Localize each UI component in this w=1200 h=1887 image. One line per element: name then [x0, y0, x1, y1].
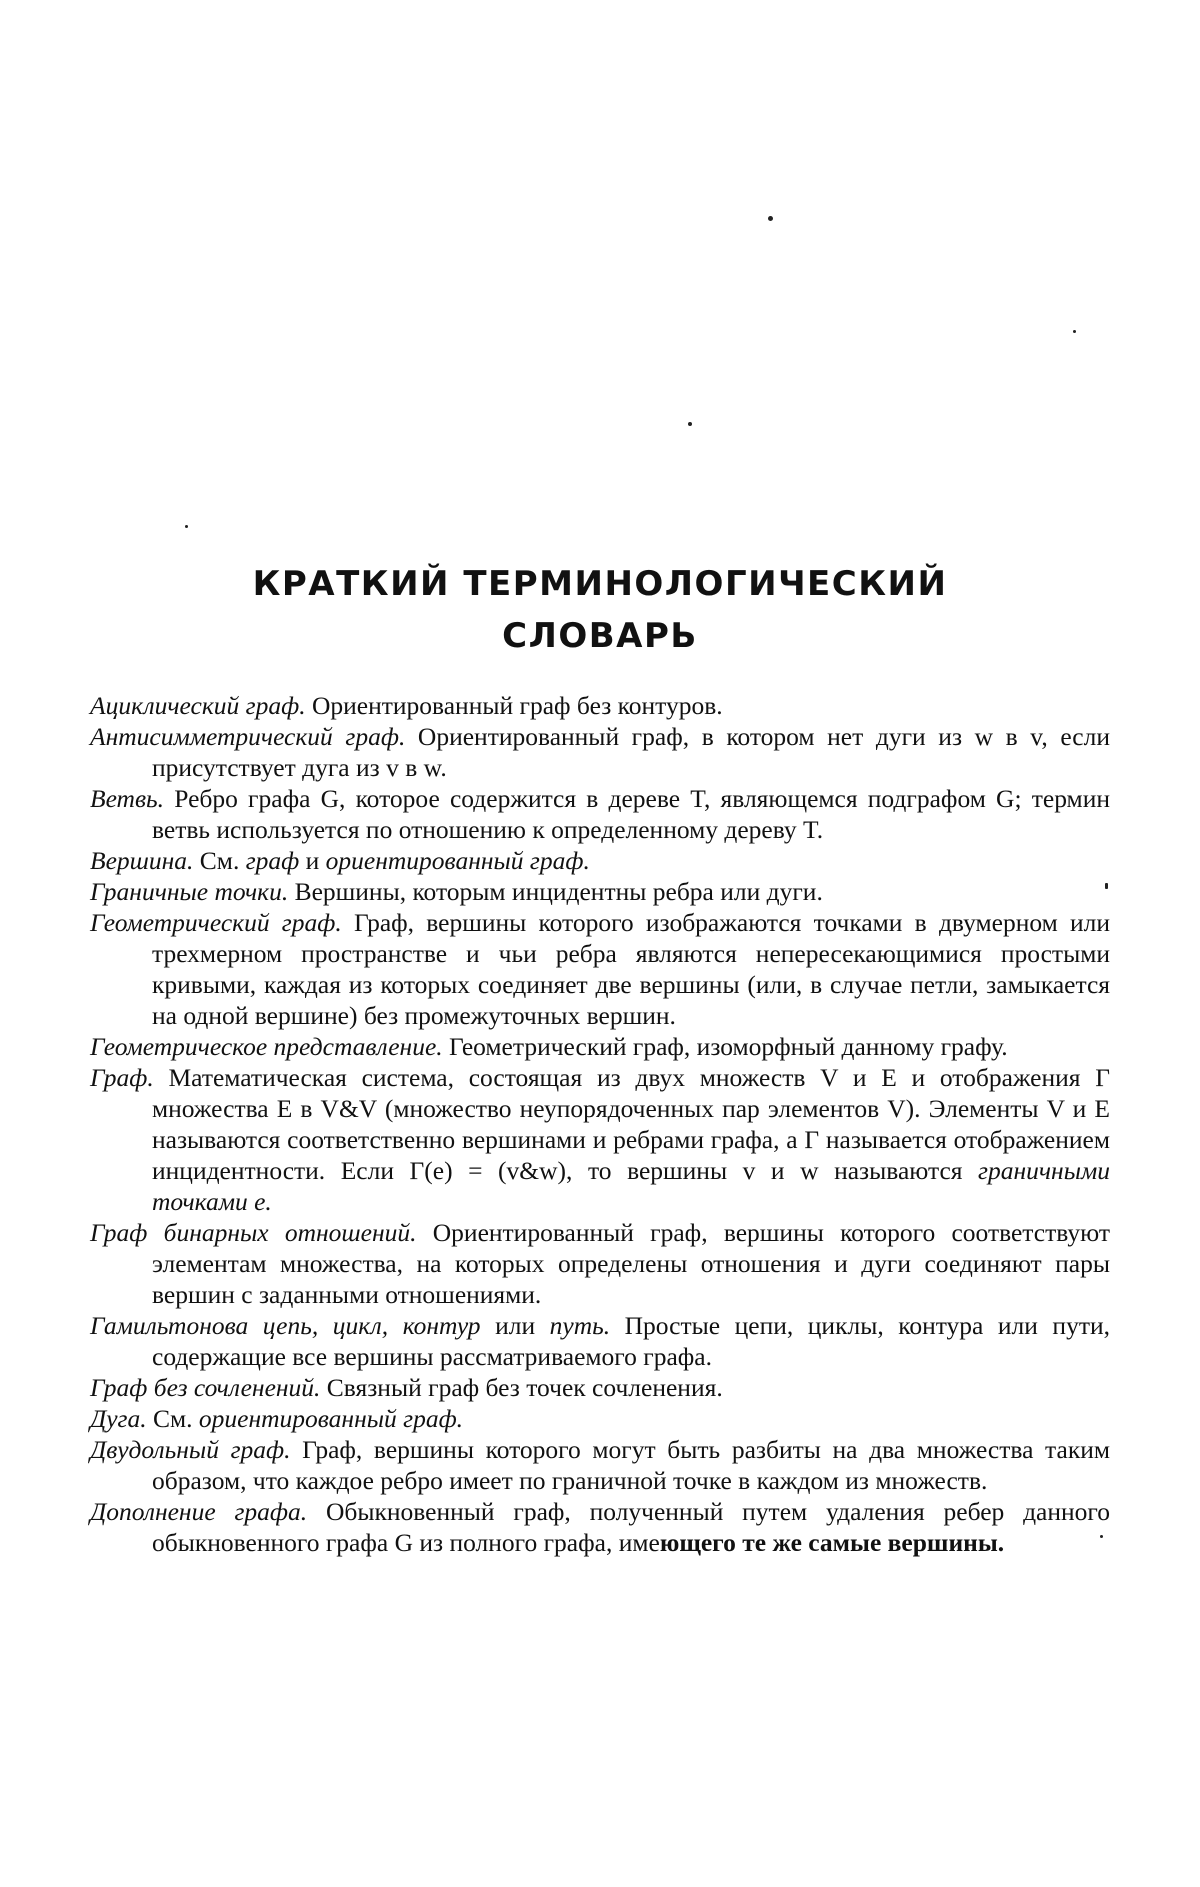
entry-definition: Связный граф без точек сочленения. [320, 1373, 723, 1402]
entry-definition-tail: ющего те же самые вершины. [659, 1528, 1005, 1557]
entry-term: Геометрический граф. [90, 908, 342, 937]
entry-term: Двудольный граф. [90, 1435, 291, 1464]
entry-definition: См. [193, 846, 246, 875]
scan-speck [768, 216, 773, 221]
entry-cross-reference: ориентированный граф. [325, 846, 590, 875]
entry-definition: Вершины, которым инцидентны ребра или дуги. [288, 877, 823, 906]
entry-cross-reference: граф [245, 846, 300, 875]
glossary-entry [90, 907, 1110, 1031]
scan-speck [1073, 330, 1076, 333]
entry-definition: См. [146, 1404, 199, 1433]
glossary-entry [90, 1062, 1110, 1217]
entry-term: Дуга. [90, 1404, 147, 1433]
entry-term: Ациклический граф. [90, 691, 306, 720]
entry-definition: Граф, вершины которого могут быть разбиты на два множества таким образом, что каждое ребро имеет по граничной точке в каждом из множеств. [152, 1435, 1110, 1495]
entry-term-variant: путь. [549, 1311, 611, 1340]
entry-definition: Ориентированный граф без контуров. [305, 691, 723, 720]
entry-definition: Обыкновенный граф, полученный путем удаления ребер данного обыкновенного графа G из полного графа, име [152, 1497, 1110, 1557]
glossary-entry [90, 690, 1110, 721]
entry-term: Граф без сочленений. [90, 1373, 321, 1402]
entry-term: Ветвь. [90, 784, 165, 813]
glossary-entry [90, 1372, 1110, 1403]
page-title [0, 558, 1200, 662]
entry-definition: Ребро графа G, которое содержится в дереве T, являющемся подграфом G; термин ветвь используется по отношению к определенному дереву T. [152, 784, 1110, 844]
glossary-entry [90, 783, 1110, 845]
entry-definition: Математическая система, состоящая из двух множеств V и E и отображения Γ множества E в V&V (множество неупорядоченных пар элементов V). Элементы V и E называются соответственно вершинами и ребрами графа, а Γ называется отображением инцидентности. Если Γ(e) = (v&w), то вершины v и w называются [152, 1063, 1110, 1185]
glossary-entry [90, 1217, 1110, 1310]
glossary-entry [90, 721, 1110, 783]
scan-speck [185, 525, 188, 528]
glossary-entry [90, 1310, 1110, 1372]
entry-term: Гамильтонова цепь, цикл, контур [90, 1311, 481, 1340]
entry-term: Дополнение графа. [90, 1497, 308, 1526]
entry-definition: Геометрический граф, изоморфный данному графу. [442, 1032, 1008, 1061]
entry-cross-reference: граничными точками e. [152, 1156, 1110, 1216]
glossary-entry [90, 845, 1110, 876]
entry-term: Граничные точки. [90, 877, 289, 906]
entry-definition: Ориентированный граф, в котором нет дуги из w в v, если присутствует дуга из v в w. [152, 722, 1110, 782]
glossary-entry [90, 1403, 1110, 1434]
glossary-entry [90, 1496, 1110, 1558]
entry-conjunction: и [299, 846, 326, 875]
entry-definition: Ориентированный граф, вершины которого соответствуют элементам множества, на которых определены отношения и дуги соединяют пары вершин с заданными отношениями. [152, 1218, 1110, 1309]
scan-speck [688, 422, 692, 426]
entry-term: Граф. [90, 1063, 154, 1092]
glossary-entry [90, 1031, 1110, 1062]
entry-definition: Граф, вершины которого изображаются точками в двумерном или трехмерном пространстве и чьи ребра являются непересекающимися простыми кривыми, каждая из которых соединяет две вершины (или, в случае петли, замыкается на одной вершине) без промежуточных вершин. [152, 908, 1110, 1030]
page-title-line-1: КРАТКИЙ ТЕРМИНОЛОГИЧЕСКИЙ [252, 564, 948, 604]
entry-term: Антисимметрический граф. [90, 722, 406, 751]
page-title-line-2: СЛОВАРЬ [502, 616, 698, 656]
entry-conjunction: или [480, 1311, 550, 1340]
entry-definition: Простые цепи, циклы, контура или пути, содержащие все вершины рассматриваемого графа. [152, 1311, 1110, 1371]
glossary-entry [90, 1434, 1110, 1496]
glossary [90, 690, 1110, 1558]
glossary-entry [90, 876, 1110, 907]
entry-term: Граф бинарных отношений. [90, 1218, 417, 1247]
entry-term: Геометрическое представление. [90, 1032, 443, 1061]
entry-term: Вершина. [90, 846, 194, 875]
entry-cross-reference: ориентированный граф. [198, 1404, 464, 1433]
